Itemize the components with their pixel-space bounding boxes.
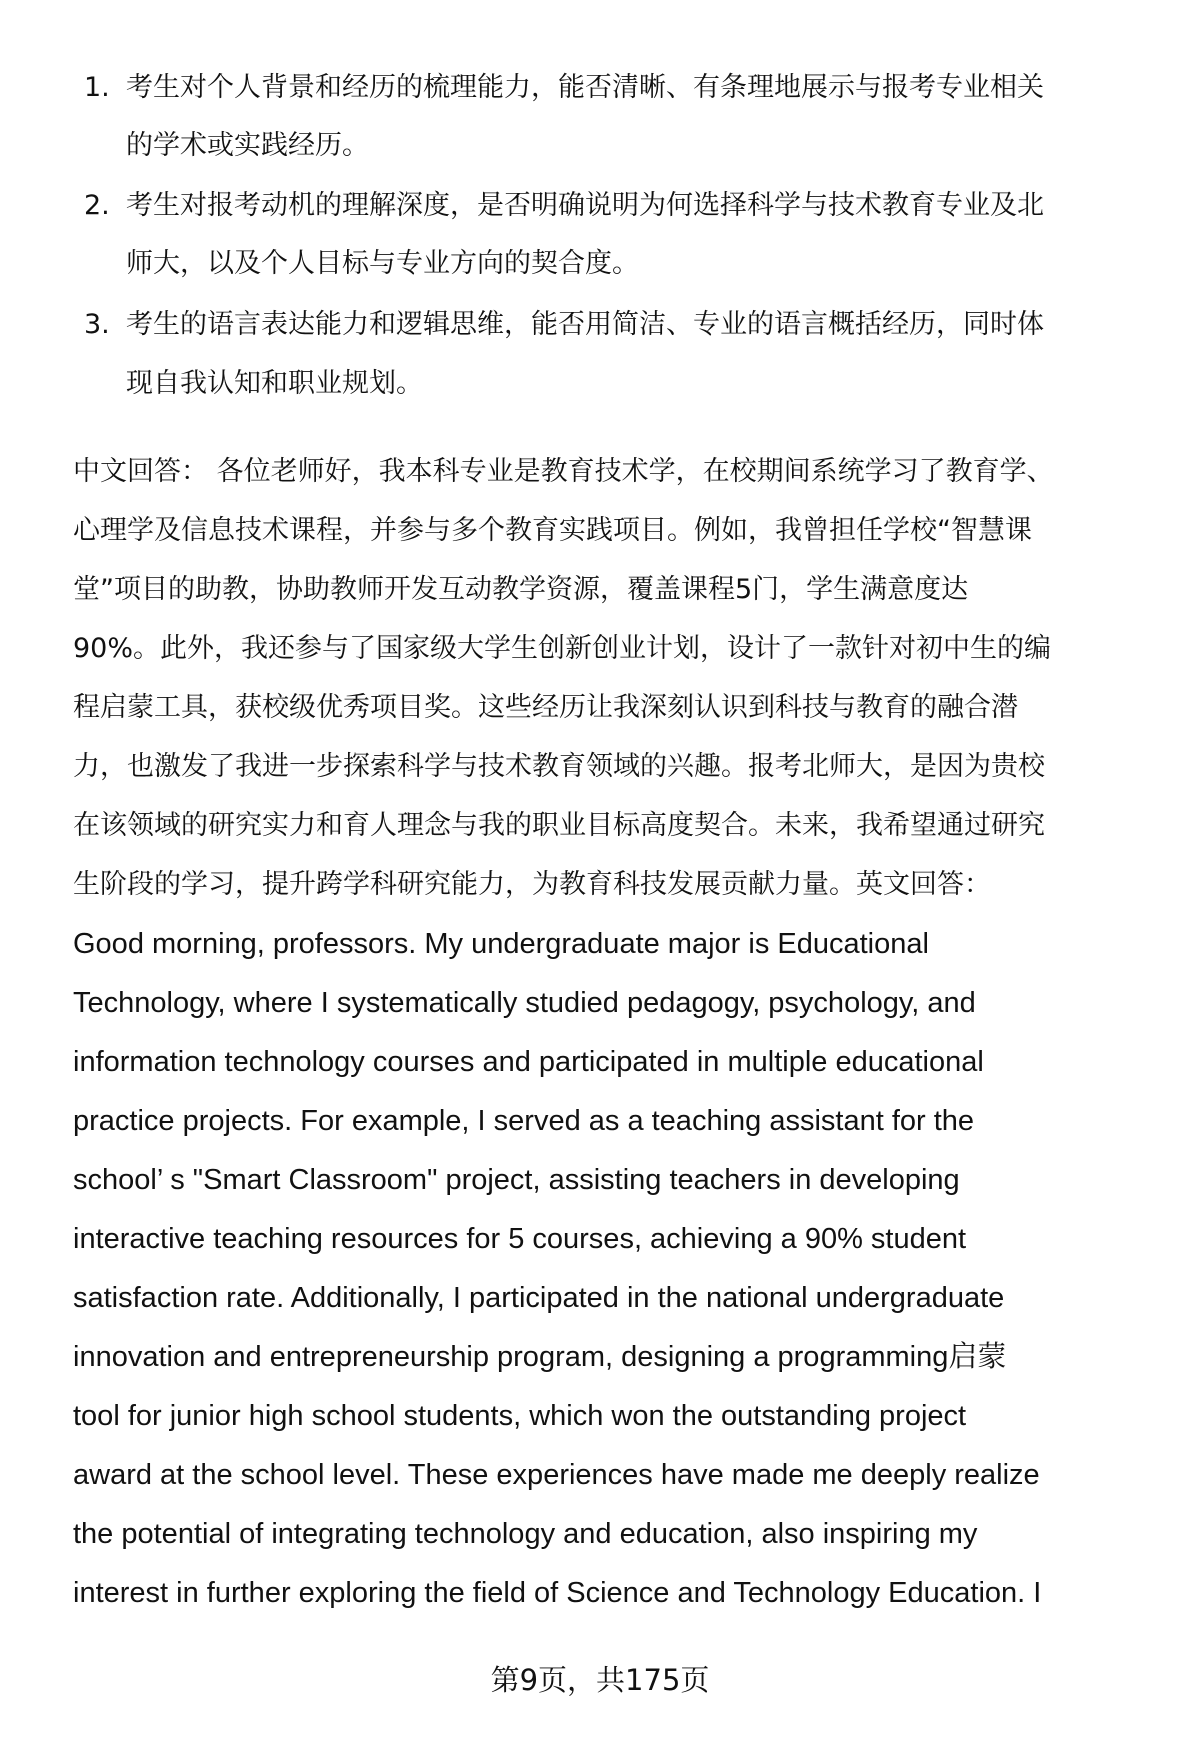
answer-line: satisfaction rate. Additionally, I participated in the national undergraduate: [73, 1282, 1005, 1314]
answer-line: 力，也激发了我进一步探索科学与技术教育领域的兴趣。报考北师大，是因为贵校: [73, 751, 1045, 782]
answer-line: Technology, where I systematically studied pedagogy, psychology, and: [73, 987, 976, 1019]
answer-line: 心理学及信息技术课程，并参与多个教育实践项目。例如，我曾担任学校“智慧课: [73, 515, 1032, 546]
answer-line: award at the school level. These experiences have made me deeply realize: [73, 1459, 1040, 1491]
answer-line: interactive teaching resources for 5 courses, achieving a 90% student: [73, 1223, 967, 1255]
answer-line: tool for junior high school students, which won the outstanding project: [73, 1400, 967, 1432]
list-item-line: 考生的语言表达能力和逻辑思维，能否用简洁、专业的语言概括经历，同时体: [126, 309, 1044, 340]
list-number: 3.: [84, 309, 110, 340]
answer-line: information technology courses and participated in multiple educational: [73, 1046, 984, 1078]
answer-line: 程启蒙工具，获校级优秀项目奖。这些经历让我深刻认识到科技与教育的融合潜: [73, 692, 1018, 723]
list-number: 1.: [84, 72, 110, 103]
list-item-line: 师大，以及个人目标与专业方向的契合度。: [126, 248, 639, 279]
list-item-line: 现自我认知和职业规划。: [126, 368, 423, 399]
answer-line: the potential of integrating technology and education, also inspiring my: [73, 1518, 978, 1550]
answer-line: school’ s "Smart Classroom" project, assisting teachers in developing: [73, 1164, 960, 1196]
list-number: 2.: [84, 190, 110, 221]
answer-line: 生阶段的学习，提升跨学科研究能力，为教育科技发展贡献力量。英文回答：: [73, 869, 991, 900]
list-item-line: 的学术或实践经历。: [126, 130, 369, 161]
answer-line: practice projects. For example, I served as a teaching assistant for the: [73, 1105, 975, 1137]
answer-line: 中文回答： 各位老师好，我本科专业是教育技术学，在校期间系统学习了教育学、: [73, 456, 1054, 487]
page-number: 第9页，共175页: [490, 1663, 710, 1697]
list-item-line: 考生对个人背景和经历的梳理能力，能否清晰、有条理地展示与报考专业相关: [126, 72, 1044, 103]
list-item-line: 考生对报考动机的理解深度，是否明确说明为何选择科学与技术教育专业及北: [126, 190, 1044, 221]
answer-line: Good morning, professors. My undergraduate major is Educational: [73, 928, 929, 960]
answer-line: 堂”项目的助教，协助教师开发互动教学资源，覆盖课程5门，学生满意度达: [73, 574, 969, 605]
answer-line: 在该领域的研究实力和育人理念与我的职业目标高度契合。未来，我希望通过研究: [73, 810, 1045, 841]
answer-line: 90%。此外，我还参与了国家级大学生创新创业计划，设计了一款针对初中生的编: [73, 633, 1052, 664]
answer-line: interest in further exploring the field of Science and Technology Education. I: [73, 1577, 1042, 1609]
answer-line: innovation and entrepreneurship program, designing a programming启蒙: [73, 1341, 1007, 1373]
